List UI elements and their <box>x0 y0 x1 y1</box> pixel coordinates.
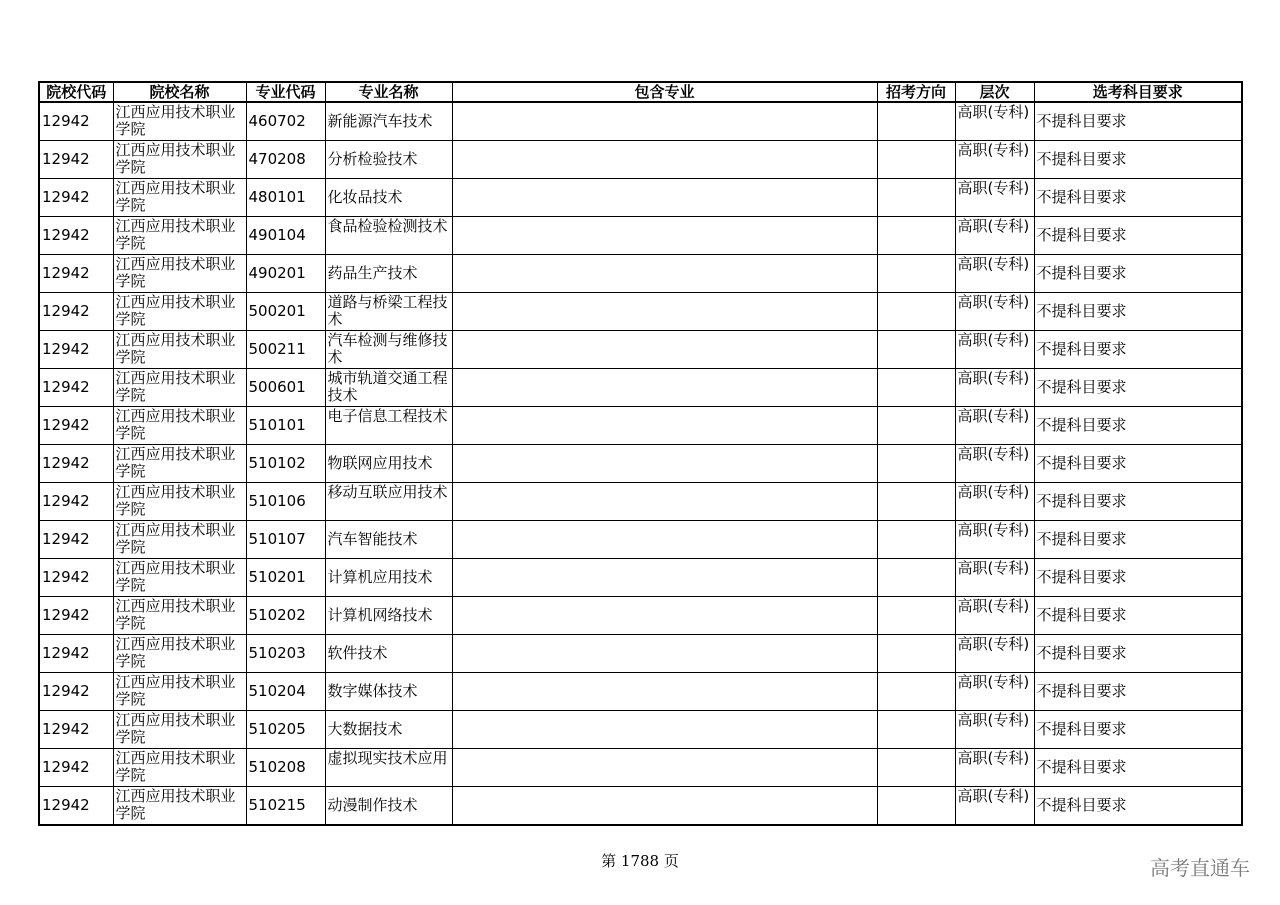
cell-included-majors <box>452 597 877 635</box>
cell-direction <box>877 102 955 141</box>
cell-school-name: 江西应用技术职业学院 <box>113 787 246 826</box>
cell-major-code: 510201 <box>246 559 325 597</box>
cell-direction <box>877 673 955 711</box>
cell-subject-requirement: 不提科目要求 <box>1034 102 1242 141</box>
cell-major-code: 500201 <box>246 293 325 331</box>
cell-subject-requirement: 不提科目要求 <box>1034 179 1242 217</box>
cell-included-majors <box>452 635 877 673</box>
cell-school-name: 江西应用技术职业学院 <box>113 331 246 369</box>
cell-level: 高职(专科) <box>955 407 1034 445</box>
cell-major-name: 计算机应用技术 <box>325 559 452 597</box>
cell-included-majors <box>452 445 877 483</box>
cell-level: 高职(专科) <box>955 179 1034 217</box>
cell-school-code: 12942 <box>39 407 113 445</box>
header-subject-requirement: 选考科目要求 <box>1034 82 1242 102</box>
cell-school-code: 12942 <box>39 255 113 293</box>
cell-major-name: 药品生产技术 <box>325 255 452 293</box>
cell-included-majors <box>452 331 877 369</box>
cell-included-majors <box>452 217 877 255</box>
cell-major-code: 490104 <box>246 217 325 255</box>
cell-school-code: 12942 <box>39 179 113 217</box>
cell-level: 高职(专科) <box>955 559 1034 597</box>
cell-major-code: 510202 <box>246 597 325 635</box>
cell-included-majors <box>452 407 877 445</box>
cell-major-name: 汽车检测与维修技术 <box>325 331 452 369</box>
cell-major-code: 510203 <box>246 635 325 673</box>
cell-major-code: 510102 <box>246 445 325 483</box>
cell-school-code: 12942 <box>39 635 113 673</box>
cell-direction <box>877 597 955 635</box>
cell-subject-requirement: 不提科目要求 <box>1034 293 1242 331</box>
cell-subject-requirement: 不提科目要求 <box>1034 141 1242 179</box>
header-major-code: 专业代码 <box>246 82 325 102</box>
cell-included-majors <box>452 255 877 293</box>
cell-major-name: 数字媒体技术 <box>325 673 452 711</box>
cell-included-majors <box>452 141 877 179</box>
cell-school-name: 江西应用技术职业学院 <box>113 749 246 787</box>
table-row <box>39 673 1242 711</box>
cell-major-code: 460702 <box>246 102 325 141</box>
cell-school-name: 江西应用技术职业学院 <box>113 483 246 521</box>
cell-direction <box>877 559 955 597</box>
cell-level: 高职(专科) <box>955 749 1034 787</box>
cell-school-name: 江西应用技术职业学院 <box>113 445 246 483</box>
table-row <box>39 293 1242 331</box>
cell-included-majors <box>452 711 877 749</box>
cell-subject-requirement: 不提科目要求 <box>1034 255 1242 293</box>
cell-subject-requirement: 不提科目要求 <box>1034 407 1242 445</box>
table-row <box>39 445 1242 483</box>
cell-direction <box>877 635 955 673</box>
cell-major-name: 动漫制作技术 <box>325 787 452 826</box>
cell-school-name: 江西应用技术职业学院 <box>113 407 246 445</box>
cell-major-code: 510208 <box>246 749 325 787</box>
cell-school-name: 江西应用技术职业学院 <box>113 521 246 559</box>
cell-school-name: 江西应用技术职业学院 <box>113 635 246 673</box>
table-row <box>39 787 1242 826</box>
header-level: 层次 <box>955 82 1034 102</box>
cell-major-code: 500211 <box>246 331 325 369</box>
cell-direction <box>877 369 955 407</box>
cell-included-majors <box>452 369 877 407</box>
cell-school-name: 江西应用技术职业学院 <box>113 673 246 711</box>
cell-subject-requirement: 不提科目要求 <box>1034 369 1242 407</box>
cell-school-name: 江西应用技术职业学院 <box>113 293 246 331</box>
page-number: 第 1788 页 <box>601 852 679 870</box>
cell-level: 高职(专科) <box>955 217 1034 255</box>
table-row <box>39 141 1242 179</box>
table-row <box>39 407 1242 445</box>
table-row <box>39 749 1242 787</box>
admissions-table <box>38 81 1243 826</box>
cell-subject-requirement: 不提科目要求 <box>1034 597 1242 635</box>
cell-level: 高职(专科) <box>955 445 1034 483</box>
cell-major-name: 移动互联应用技术 <box>325 483 452 521</box>
cell-major-name: 化妆品技术 <box>325 179 452 217</box>
cell-direction <box>877 141 955 179</box>
cell-subject-requirement: 不提科目要求 <box>1034 673 1242 711</box>
cell-major-name: 城市轨道交通工程技术 <box>325 369 452 407</box>
cell-major-name: 电子信息工程技术 <box>325 407 452 445</box>
cell-subject-requirement: 不提科目要求 <box>1034 445 1242 483</box>
cell-major-name: 软件技术 <box>325 635 452 673</box>
cell-school-code: 12942 <box>39 483 113 521</box>
cell-level: 高职(专科) <box>955 331 1034 369</box>
cell-school-code: 12942 <box>39 787 113 826</box>
cell-level: 高职(专科) <box>955 141 1034 179</box>
cell-level: 高职(专科) <box>955 673 1034 711</box>
cell-school-code: 12942 <box>39 445 113 483</box>
cell-direction <box>877 483 955 521</box>
cell-subject-requirement: 不提科目要求 <box>1034 559 1242 597</box>
table-row <box>39 597 1242 635</box>
cell-major-code: 510101 <box>246 407 325 445</box>
header-major-name: 专业名称 <box>325 82 452 102</box>
table-row <box>39 559 1242 597</box>
cell-major-code: 480101 <box>246 179 325 217</box>
table-row <box>39 331 1242 369</box>
cell-subject-requirement: 不提科目要求 <box>1034 217 1242 255</box>
cell-major-code: 510106 <box>246 483 325 521</box>
cell-included-majors <box>452 673 877 711</box>
cell-major-name: 分析检验技术 <box>325 141 452 179</box>
cell-major-code: 470208 <box>246 141 325 179</box>
cell-major-code: 510107 <box>246 521 325 559</box>
cell-major-name: 大数据技术 <box>325 711 452 749</box>
cell-subject-requirement: 不提科目要求 <box>1034 749 1242 787</box>
cell-school-code: 12942 <box>39 293 113 331</box>
header-school-code: 院校代码 <box>39 82 113 102</box>
watermark: 高考直通车 <box>1150 856 1250 880</box>
cell-direction <box>877 293 955 331</box>
cell-subject-requirement: 不提科目要求 <box>1034 521 1242 559</box>
cell-major-code: 510215 <box>246 787 325 826</box>
table-row <box>39 521 1242 559</box>
table-row <box>39 369 1242 407</box>
cell-major-code: 510204 <box>246 673 325 711</box>
cell-direction <box>877 217 955 255</box>
cell-school-code: 12942 <box>39 521 113 559</box>
cell-level: 高职(专科) <box>955 369 1034 407</box>
cell-school-code: 12942 <box>39 102 113 141</box>
cell-level: 高职(专科) <box>955 711 1034 749</box>
cell-direction <box>877 331 955 369</box>
cell-included-majors <box>452 521 877 559</box>
cell-level: 高职(专科) <box>955 635 1034 673</box>
cell-school-name: 江西应用技术职业学院 <box>113 102 246 141</box>
cell-subject-requirement: 不提科目要求 <box>1034 635 1242 673</box>
cell-school-name: 江西应用技术职业学院 <box>113 711 246 749</box>
cell-direction <box>877 749 955 787</box>
cell-level: 高职(专科) <box>955 787 1034 826</box>
cell-school-code: 12942 <box>39 217 113 255</box>
cell-direction <box>877 445 955 483</box>
cell-major-name: 道路与桥梁工程技术 <box>325 293 452 331</box>
cell-major-name: 食品检验检测技术 <box>325 217 452 255</box>
cell-subject-requirement: 不提科目要求 <box>1034 331 1242 369</box>
cell-level: 高职(专科) <box>955 102 1034 141</box>
table-row <box>39 179 1242 217</box>
cell-included-majors <box>452 787 877 826</box>
cell-level: 高职(专科) <box>955 293 1034 331</box>
table-row <box>39 635 1242 673</box>
cell-level: 高职(专科) <box>955 255 1034 293</box>
header-included-majors: 包含专业 <box>452 82 877 102</box>
cell-subject-requirement: 不提科目要求 <box>1034 711 1242 749</box>
cell-school-name: 江西应用技术职业学院 <box>113 255 246 293</box>
cell-included-majors <box>452 483 877 521</box>
cell-level: 高职(专科) <box>955 483 1034 521</box>
header-direction: 招考方向 <box>877 82 955 102</box>
cell-school-code: 12942 <box>39 673 113 711</box>
cell-major-code: 490201 <box>246 255 325 293</box>
cell-school-name: 江西应用技术职业学院 <box>113 369 246 407</box>
cell-included-majors <box>452 179 877 217</box>
table-row <box>39 483 1242 521</box>
cell-included-majors <box>452 293 877 331</box>
cell-direction <box>877 407 955 445</box>
cell-direction <box>877 711 955 749</box>
cell-included-majors <box>452 749 877 787</box>
cell-school-name: 江西应用技术职业学院 <box>113 141 246 179</box>
header-school-name: 院校名称 <box>113 82 246 102</box>
cell-major-name: 虚拟现实技术应用 <box>325 749 452 787</box>
cell-major-name: 计算机网络技术 <box>325 597 452 635</box>
cell-major-name: 汽车智能技术 <box>325 521 452 559</box>
cell-school-code: 12942 <box>39 331 113 369</box>
cell-major-code: 510205 <box>246 711 325 749</box>
table-row <box>39 102 1242 141</box>
cell-major-name: 物联网应用技术 <box>325 445 452 483</box>
cell-school-name: 江西应用技术职业学院 <box>113 597 246 635</box>
cell-direction <box>877 255 955 293</box>
cell-school-code: 12942 <box>39 141 113 179</box>
cell-school-code: 12942 <box>39 711 113 749</box>
cell-school-name: 江西应用技术职业学院 <box>113 559 246 597</box>
cell-level: 高职(专科) <box>955 521 1034 559</box>
table-row <box>39 255 1242 293</box>
cell-school-name: 江西应用技术职业学院 <box>113 217 246 255</box>
cell-direction <box>877 179 955 217</box>
cell-direction <box>877 521 955 559</box>
table-row <box>39 217 1242 255</box>
cell-level: 高职(专科) <box>955 597 1034 635</box>
cell-school-code: 12942 <box>39 597 113 635</box>
cell-major-name: 新能源汽车技术 <box>325 102 452 141</box>
cell-school-code: 12942 <box>39 559 113 597</box>
cell-school-name: 江西应用技术职业学院 <box>113 179 246 217</box>
cell-direction <box>877 787 955 826</box>
cell-school-code: 12942 <box>39 749 113 787</box>
table-row <box>39 711 1242 749</box>
cell-included-majors <box>452 559 877 597</box>
cell-subject-requirement: 不提科目要求 <box>1034 787 1242 826</box>
cell-subject-requirement: 不提科目要求 <box>1034 483 1242 521</box>
cell-included-majors <box>452 102 877 141</box>
header-row <box>39 82 1242 102</box>
cell-major-code: 500601 <box>246 369 325 407</box>
cell-school-code: 12942 <box>39 369 113 407</box>
